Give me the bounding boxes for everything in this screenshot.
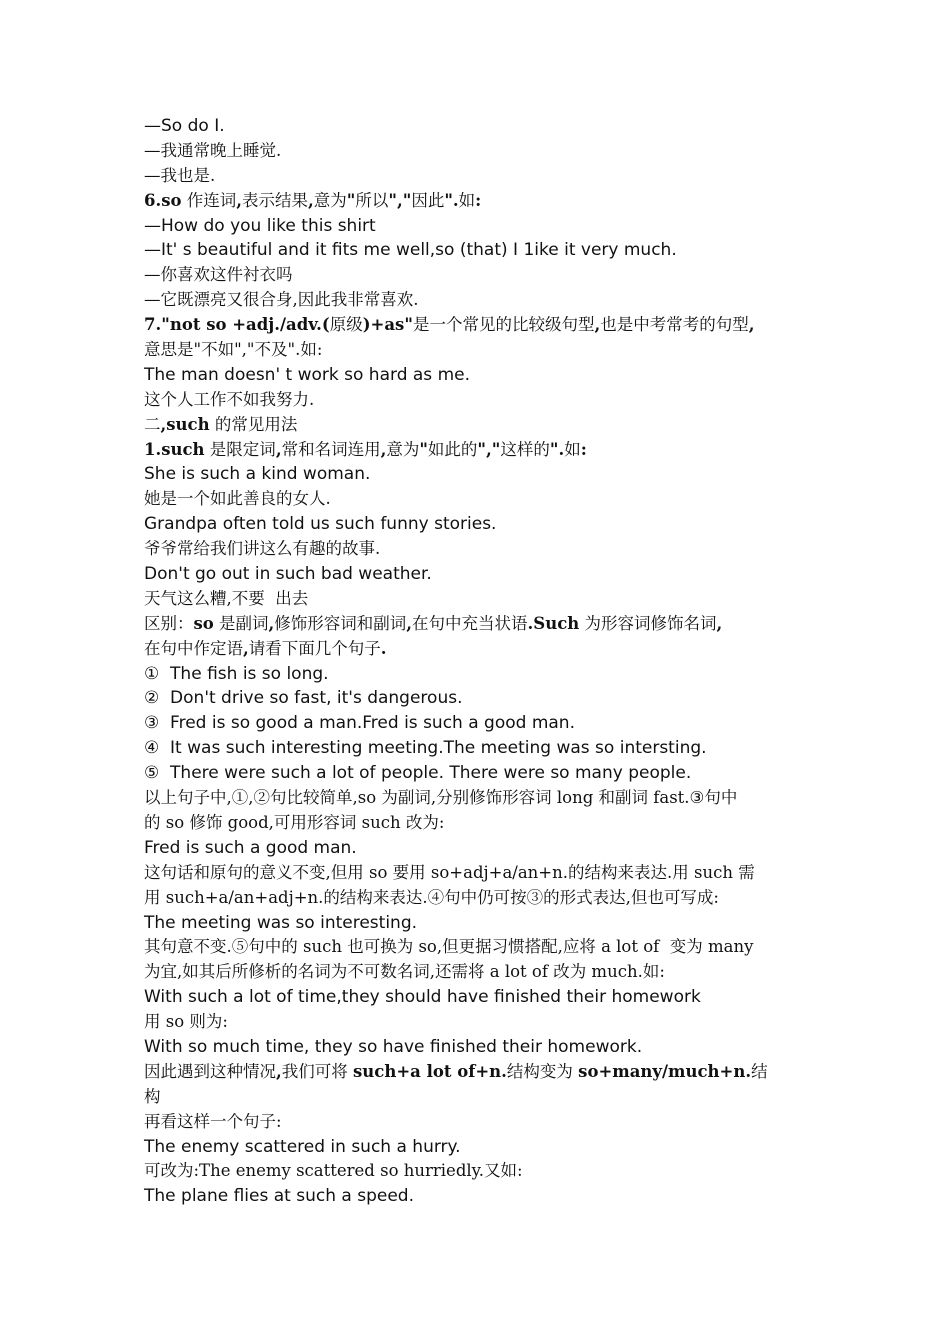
paragraph-line: 这句话和原句的意义不变,但用 so 要用 so+adj+a/an+n.的结构来表达.用 such 需 [144, 862, 755, 882]
numbered-example: ② Don't drive so fast, it's dangerous. [144, 688, 463, 709]
section-heading-6: 6.so 作连词,表示结果,意为"所以","因此".如: [144, 190, 482, 210]
dialog-line: —It' s beautiful and it fits me well,so (that) I 1ike it very much. [144, 240, 677, 261]
paragraph-line: 为宜,如其后所修析的名词为不可数名词,还需将 a lot of 改为 much.如: [144, 962, 665, 982]
paragraph-line: 用 such+a/an+adj+n.的结构来表达.④句中仍可按③的形式表达,但也可写成: [144, 887, 719, 907]
paragraph-line: 用 so 则为: [144, 1012, 228, 1032]
document-page [144, 114, 814, 1209]
summary-line: 因此遇到这种情况,我们可将 such+a lot of+n.结构变为 so+many/much+n.结 [144, 1061, 768, 1081]
example-sentence: The meeting was so interesting. [144, 912, 418, 933]
example-sentence: With so much time, they so have finished their homework. [144, 1036, 643, 1057]
dialog-line: —How do you like this shirt [144, 215, 376, 236]
paragraph-line: 的 so 修饰 good,可用形容词 such 改为: [144, 812, 445, 832]
numbered-example: ④ It was such interesting meeting.The meeting was so intersting. [144, 738, 707, 759]
example-sentence: Fred is such a good man. [144, 837, 357, 858]
example-sentence: The enemy scattered in such a hurry. [144, 1136, 461, 1157]
numbered-example: ③ Fred is so good a man.Fred is such a good man. [144, 713, 575, 734]
example-sentence: The man doesn' t work so hard as me. [144, 364, 470, 385]
example-sentence: She is such a kind woman. [144, 464, 371, 485]
numbered-example: ⑤ There were such a lot of people. There were so many people. [144, 763, 692, 784]
translation-line: 天气这么糟,不要 出去 [144, 588, 309, 608]
example-sentence: Don't go out in such bad weather. [144, 564, 432, 585]
dialog-line: —它既漂亮又很合身,因此我非常喜欢. [144, 290, 419, 310]
section-heading-1: 1.such 是限定词,常和名词连用,意为"如此的","这样的".如: [144, 439, 587, 459]
paragraph-line: 意思是"不如","不及".如: [144, 340, 323, 360]
paragraph-line: 再看这样一个句子: [144, 1111, 282, 1131]
dialog-line: —你喜欢这件衬衣吗 [144, 265, 293, 285]
dialog-line: —So do I. [144, 116, 225, 136]
section-heading-such: 二,such 的常见用法 [144, 414, 298, 434]
section-heading-7: 7."not so +adj./adv.(原级)+as"是一个常见的比较级句型,也是中考常考的句型, [144, 315, 755, 335]
dialog-line: —我也是. [144, 165, 216, 185]
paragraph-line: 可改为:The enemy scattered so hurriedly.又如: [144, 1161, 523, 1181]
numbered-example: ① The fish is so long. [144, 663, 329, 684]
difference-paragraph: 在句中作定语,请看下面几个句子. [144, 638, 387, 658]
difference-paragraph: 区别：so 是副词,修饰形容词和副词,在句中充当状语.Such 为形容词修饰名词, [144, 613, 723, 633]
summary-line: 构 [144, 1086, 161, 1106]
example-sentence: Grandpa often told us such funny stories. [144, 514, 497, 535]
translation-line: 她是一个如此善良的女人. [144, 489, 331, 509]
paragraph-line: 以上句子中,①,②句比较简单,so 为副词,分别修饰形容词 long 和副词 fast.③句中 [144, 788, 738, 808]
translation-line: 这个人工作不如我努力. [144, 389, 315, 409]
dialog-line: —我通常晚上睡觉. [144, 140, 282, 160]
translation-line: 爷爷常给我们讲这么有趣的故事. [144, 539, 381, 559]
example-sentence: The plane flies at such a speed. [144, 1186, 414, 1207]
example-sentence: With such a lot of time,they should have finished their homework [144, 987, 701, 1008]
paragraph-line: 其句意不变.⑤句中的 such 也可换为 so,但更据习惯搭配,应将 a lot of 变为 many [144, 937, 754, 957]
